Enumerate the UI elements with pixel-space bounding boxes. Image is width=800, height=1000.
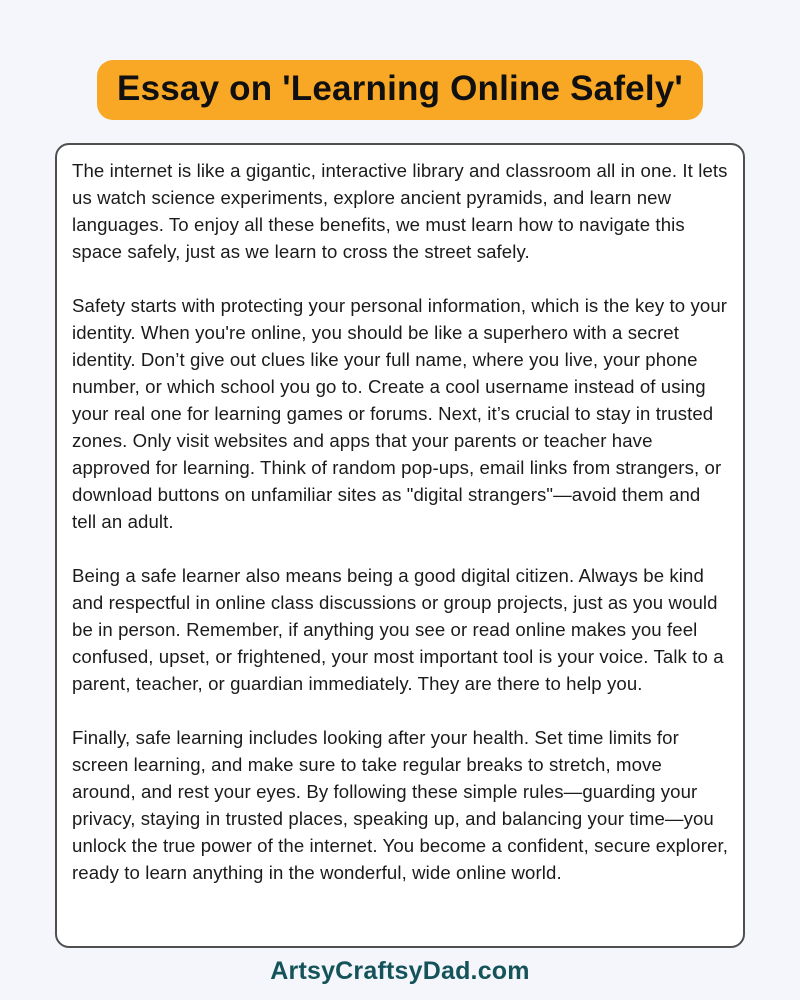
essay-paragraph-1: The internet is like a gigantic, interactive library and classroom all in one. It lets us watch science experiments, explore ancient pyramids, and learn new languages. To enjoy all these benefits, we must learn how to navigate this space safely, just as we learn to cross the street safely. [72,160,728,262]
essay-paragraph-2: Safety starts with protecting your personal information, which is the key to your identity. When you're online, you should be like a superhero with a secret identity. Don’t give out clues like your full name, where you live, your phone number, or which school you go to. Create a cool username instead of using your real one for learning games or forums. Next, it’s crucial to stay in trusted zones. Only visit websites and apps that your parents or teacher have approved for learning. Think of random pop-ups, email links from strangers, or download buttons on unfamiliar sites as "digital strangers"—avoid them and tell an adult. [72,295,728,532]
essay-title: Essay on 'Learning Online Safely' [117,69,683,108]
essay-paragraph-3: Being a safe learner also means being a good digital citizen. Always be kind and respectful in online class discussions or group projects, just as you would be in person. Remember, if anything you see or read online makes you feel confused, upset, or frightened, your most important tool is your voice. Talk to a parent, teacher, or guardian immediately. They are there to help you. [72,565,724,694]
site-name: ArtsyCraftsyDad.com [270,957,530,985]
essay-box [55,143,745,948]
site-footer [270,957,529,986]
essay-paragraph-4: Finally, safe learning includes looking after your health. Set time limits for screen learning, and make sure to take regular breaks to stretch, move around, and rest your eyes. By following these simple rules—guarding your privacy, staying in trusted places, speaking up, and balancing your time—you unlock the true power of the internet. You become a confident, secure explorer, ready to learn anything in the wonderful, wide online world. [72,727,728,883]
essay-title-banner [97,60,703,120]
